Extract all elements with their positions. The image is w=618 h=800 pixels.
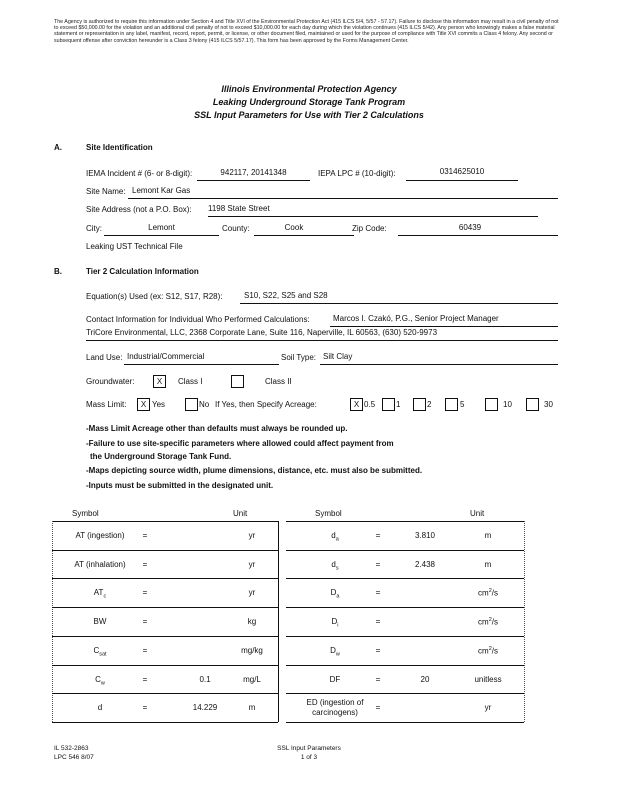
right-equals-5: = bbox=[375, 674, 381, 684]
class1-label: Class I bbox=[178, 377, 203, 386]
page-number: 1 of 3 bbox=[300, 754, 318, 761]
right-unit-5: unitless bbox=[474, 674, 502, 684]
left-symbol-1 bbox=[55, 560, 145, 570]
row-divider bbox=[286, 636, 524, 637]
class2-checkbox[interactable] bbox=[231, 375, 244, 388]
section-b-letter: B. bbox=[54, 267, 62, 276]
footer-title: SSL Input Parameters bbox=[277, 745, 341, 752]
table-right-edge bbox=[524, 521, 525, 722]
symbol-text: d bbox=[331, 531, 336, 540]
right-value-field-1[interactable]: 2.438 bbox=[414, 559, 436, 569]
form-id-1: IL 532-2863 bbox=[54, 745, 89, 752]
left-equals-1: = bbox=[142, 559, 148, 569]
soil-type-label: Soil Type: bbox=[281, 353, 316, 362]
lpc-label: IEPA LPC # (10-digit): bbox=[318, 169, 396, 178]
row-divider bbox=[286, 665, 524, 666]
class1-checkbox[interactable]: X bbox=[153, 375, 166, 388]
symbol-text: C bbox=[95, 674, 101, 684]
symbol-subscript: a bbox=[336, 593, 340, 600]
right-equals-0: = bbox=[375, 531, 381, 540]
left-value-field-5[interactable]: 0.1 bbox=[199, 674, 211, 684]
symbol-text: ED (ingestion of carcinogens) bbox=[306, 698, 364, 718]
acreage-1-label: 1 bbox=[396, 400, 401, 409]
right-unit-header: Unit bbox=[470, 509, 485, 518]
left-unit-0: yr bbox=[248, 531, 256, 540]
left-unit-6: m bbox=[248, 703, 256, 713]
no-label: No bbox=[199, 400, 210, 409]
technical-file-label: Leaking UST Technical File bbox=[86, 242, 183, 251]
county-field[interactable]: Cook bbox=[284, 223, 304, 232]
note-2-cont: the Underground Storage Tank Fund. bbox=[90, 452, 232, 461]
right-unit-2: $cm^2/s$ bbox=[478, 588, 498, 599]
note-4: -Inputs must be submitted in the designated unit. bbox=[86, 481, 274, 490]
right-unit-1: m bbox=[484, 559, 492, 569]
county-label: County: bbox=[222, 224, 250, 233]
symbol-text: D bbox=[330, 588, 337, 598]
symbol-text: AT (inhalation) bbox=[74, 559, 126, 569]
note-3: -Maps depicting source width, plume dimensions, distance, etc. must also be submitted. bbox=[86, 466, 423, 475]
right-symbol-3 bbox=[290, 617, 380, 631]
left-symbol-0 bbox=[55, 531, 145, 541]
symbol-text: AT bbox=[93, 588, 104, 598]
acreage-5-label: 5 bbox=[460, 400, 465, 409]
right-equals-1: = bbox=[375, 559, 381, 569]
symbol-subscript: w bbox=[100, 680, 105, 687]
right-value-field-0[interactable]: 3.810 bbox=[414, 531, 436, 540]
symbol-text: DF bbox=[329, 674, 341, 684]
table-left-edge bbox=[52, 521, 53, 722]
symbol-text: D bbox=[330, 645, 336, 655]
symbol-subscript: w bbox=[335, 651, 340, 658]
left-equals-5: = bbox=[142, 674, 148, 684]
table-top-right-line bbox=[286, 521, 524, 522]
left-equals-0: = bbox=[142, 531, 148, 540]
form-title: SSL Input Parameters for Use with Tier 2 Calculations bbox=[194, 110, 424, 120]
symbol-text: AT (ingestion) bbox=[75, 531, 125, 540]
right-symbol-1 bbox=[290, 560, 380, 574]
site-name-field[interactable]: Lemont Kar Gas bbox=[132, 186, 191, 195]
row-divider bbox=[286, 722, 524, 723]
acreage-label: If Yes, then Specify Acreage: bbox=[215, 400, 317, 409]
row-divider bbox=[286, 693, 524, 694]
yes-label: Yes bbox=[152, 400, 166, 409]
equations-label: Equation(s) Used (ex: S12, S17, R28): bbox=[86, 292, 223, 301]
equations-field[interactable]: S10, S22, S25 and S28 bbox=[244, 291, 328, 300]
row-divider bbox=[286, 550, 524, 551]
acreage-2-label: 2 bbox=[427, 400, 432, 409]
left-symbol-header: Symbol bbox=[72, 509, 99, 518]
disclaimer: The Agency is authorized to require this information under Section 4 and Title XVI of the Environmental Protection Act (415 ILCS 5/4, 5/57 - 57.17). Failure to disclose this information may result in a civil penalty of not to exceed $50,000.00 for the violation and an additional civil penalty of not to exceed $10,000.00 for each day during which the violation continues (415 ILCS 5/42). Any person who knowingly makes a false material statement or representation in any label, manifest, record, report, permit, or license, or other document filed, maintained or used for the purpose of compliance with Title XVI commits a Class 4 felony. Any second or subsequent offense after conviction hereunder is a Class 3 felony (415 ILCS 5/57.17). This form has been approved by the Forms Management Center. bbox=[54, 19, 559, 44]
mass-limit-label: Mass Limit: bbox=[86, 400, 127, 409]
row-divider bbox=[52, 607, 278, 608]
class2-label: Class II bbox=[265, 377, 292, 386]
soil-type-field[interactable]: Silt Clay bbox=[323, 352, 353, 361]
left-symbol-3 bbox=[55, 617, 145, 627]
left-symbol-6 bbox=[55, 703, 145, 713]
acreage-10-label: 10 bbox=[503, 400, 512, 409]
left-unit-4: mg/kg bbox=[241, 645, 263, 655]
lpc-field[interactable]: 0314625010 bbox=[439, 167, 485, 176]
acreage-30-label: 30 bbox=[544, 400, 553, 409]
contact-field-line1[interactable]: Marcos I. Czakó, P.G., Senior Project Manager bbox=[333, 314, 499, 323]
acreage-5-checkbox[interactable] bbox=[445, 398, 458, 411]
right-symbol-header: Symbol bbox=[315, 509, 342, 518]
mass-limit-no-checkbox[interactable] bbox=[185, 398, 198, 411]
right-equals-6: = bbox=[375, 703, 381, 713]
left-unit-3: kg bbox=[247, 617, 257, 627]
row-divider bbox=[286, 607, 524, 608]
right-unit-3: $cm^2/s$ bbox=[478, 617, 498, 627]
symbol-subscript: sat bbox=[99, 651, 107, 658]
contact-label: Contact Information for Individual Who Performed Calculations: bbox=[86, 315, 310, 324]
symbol-text: d bbox=[97, 703, 103, 713]
section-b-title: Tier 2 Calculation Information bbox=[86, 267, 199, 276]
iema-field[interactable]: 942117, 20141348 bbox=[220, 168, 287, 177]
left-symbol-4 bbox=[55, 646, 145, 660]
left-unit-5: mg/L bbox=[243, 674, 261, 684]
symbol-text: BW bbox=[93, 617, 107, 627]
acreage-0-5-label: 0.5 bbox=[364, 400, 376, 409]
address-label: Site Address (not a P.O. Box): bbox=[86, 205, 192, 214]
groundwater-label: Groundwater: bbox=[86, 377, 135, 386]
right-symbol-4 bbox=[290, 646, 380, 660]
right-value-field-5[interactable]: 20 bbox=[420, 674, 430, 684]
symbol-text: D bbox=[331, 617, 338, 627]
left-unit-1: yr bbox=[248, 559, 256, 569]
acreage-2-checkbox[interactable] bbox=[413, 398, 426, 411]
symbol-text: C bbox=[93, 645, 100, 655]
left-equals-2: = bbox=[142, 588, 148, 598]
right-equals-2: = bbox=[375, 588, 381, 598]
row-divider bbox=[52, 722, 278, 723]
agency-title: Illinois Environmental Protection Agency bbox=[221, 84, 397, 94]
right-equals-3: = bbox=[375, 617, 381, 627]
land-use-label: Land Use: bbox=[86, 353, 123, 362]
mass-limit-yes-checkbox[interactable]: X bbox=[137, 398, 150, 411]
left-equals-6: = bbox=[142, 703, 148, 713]
symbol-subscript: c bbox=[103, 593, 107, 600]
right-symbol-0 bbox=[290, 531, 380, 545]
row-divider bbox=[52, 578, 278, 579]
row-divider bbox=[52, 636, 278, 637]
land-use-field[interactable]: Industrial/Commercial bbox=[127, 352, 205, 361]
zip-field[interactable]: 60439 bbox=[458, 223, 482, 232]
symbol-subscript: a bbox=[335, 536, 339, 543]
left-symbol-2 bbox=[55, 588, 145, 602]
contact-field-line2[interactable]: TriCore Environmental, LLC, 2368 Corporate Lane, Suite 116, Naperville, IL 60563, (630) 520-9973 bbox=[86, 328, 438, 337]
acreage-30-checkbox[interactable] bbox=[526, 398, 539, 411]
city-label: City: bbox=[86, 224, 102, 233]
right-symbol-2 bbox=[290, 588, 380, 602]
acreage-1-checkbox[interactable] bbox=[382, 398, 395, 411]
left-value-field-6[interactable]: 14.229 bbox=[192, 703, 218, 713]
right-symbol-6 bbox=[290, 698, 380, 718]
acreage-10-checkbox[interactable] bbox=[485, 398, 498, 411]
section-a-letter: A. bbox=[54, 143, 62, 152]
right-unit-6: yr bbox=[484, 703, 492, 713]
city-field[interactable]: Lemont bbox=[148, 223, 175, 232]
symbol-text: d bbox=[331, 559, 336, 569]
left-unit-2: yr bbox=[248, 588, 256, 598]
iema-label: IEMA Incident # (6- or 8-digit): bbox=[86, 169, 193, 178]
table-top-left-line bbox=[52, 521, 278, 522]
right-unit-0: m bbox=[484, 531, 492, 540]
form-id-2: LPC 546 8/07 bbox=[54, 754, 94, 761]
left-unit-header: Unit bbox=[233, 509, 248, 518]
note-2: -Failure to use site-specific parameters where allowed could affect payment from bbox=[86, 439, 394, 448]
right-equals-4: = bbox=[375, 645, 381, 655]
program-title: Leaking Underground Storage Tank Program bbox=[212, 97, 406, 107]
left-equals-4: = bbox=[142, 645, 148, 655]
left-equals-3: = bbox=[142, 617, 148, 627]
section-a-title: Site Identification bbox=[86, 143, 153, 152]
row-divider bbox=[52, 550, 278, 551]
left-symbol-5 bbox=[55, 675, 145, 689]
row-divider bbox=[286, 578, 524, 579]
right-symbol-5 bbox=[290, 675, 380, 685]
site-name-label: Site Name: bbox=[86, 187, 126, 196]
zip-label: Zip Code: bbox=[352, 224, 387, 233]
row-divider bbox=[52, 665, 278, 666]
row-divider bbox=[52, 693, 278, 694]
symbol-subscript: s bbox=[335, 565, 339, 572]
symbol-subscript: i bbox=[337, 622, 339, 629]
acreage-0-5-checkbox[interactable]: X bbox=[350, 398, 363, 411]
right-unit-4: $cm^2/s$ bbox=[478, 645, 498, 656]
note-1: -Mass Limit Acreage other than defaults must always be rounded up. bbox=[86, 424, 348, 433]
address-field[interactable]: 1198 State Street bbox=[208, 204, 270, 213]
